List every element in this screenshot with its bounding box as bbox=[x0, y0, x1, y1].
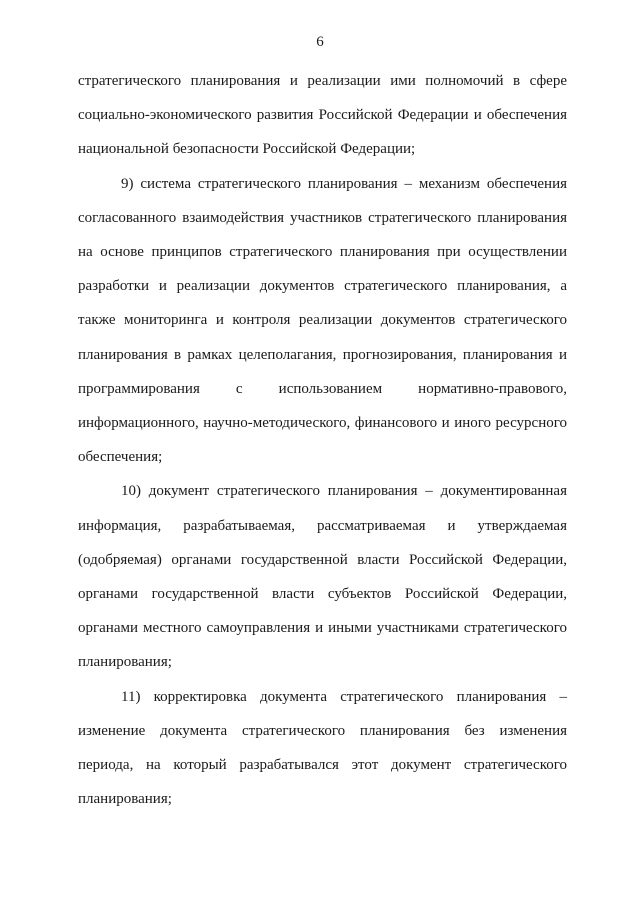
paragraph-item-11: 11) корректировка документа стратегического планирования – изменение документа стратегического планирования без изменения периода, на который разрабатывался этот документ стратегического планирования; bbox=[78, 688, 567, 808]
paragraph-continuation: стратегического планирования и реализации ими полномочий в сфере социально-экономического развития Российской Федерации и обеспечения национальной безопасности Российской Федерации; bbox=[78, 73, 567, 158]
page-number: 6 bbox=[316, 34, 324, 50]
document-body bbox=[78, 64, 567, 816]
paragraph-item-10: 10) документ стратегического планирования – документированная информация, разрабатываемая, рассматриваемая и утверждаемая (одобряемая) органами государственной власти Российской Федерации, органами государственной власти субъектов Российской Федерации, органами местного самоуправления и иными участниками стратегического планирования; bbox=[78, 483, 567, 671]
paragraph-item-9: 9) система стратегического планирования – механизм обеспечения согласованного взаимодействия участников стратегического планирования на основе принципов стратегического планирования при осуществлении разработки и реализации документов стратегического планирования, а также мониторинга и контроля реализации документов стратегического планирования в рамках целеполагания, прогнозирования, планирования и программирования с использованием нормативно-правового, информационного, научно-методического, финансового и иного ресурсного обеспечения; bbox=[78, 175, 567, 466]
